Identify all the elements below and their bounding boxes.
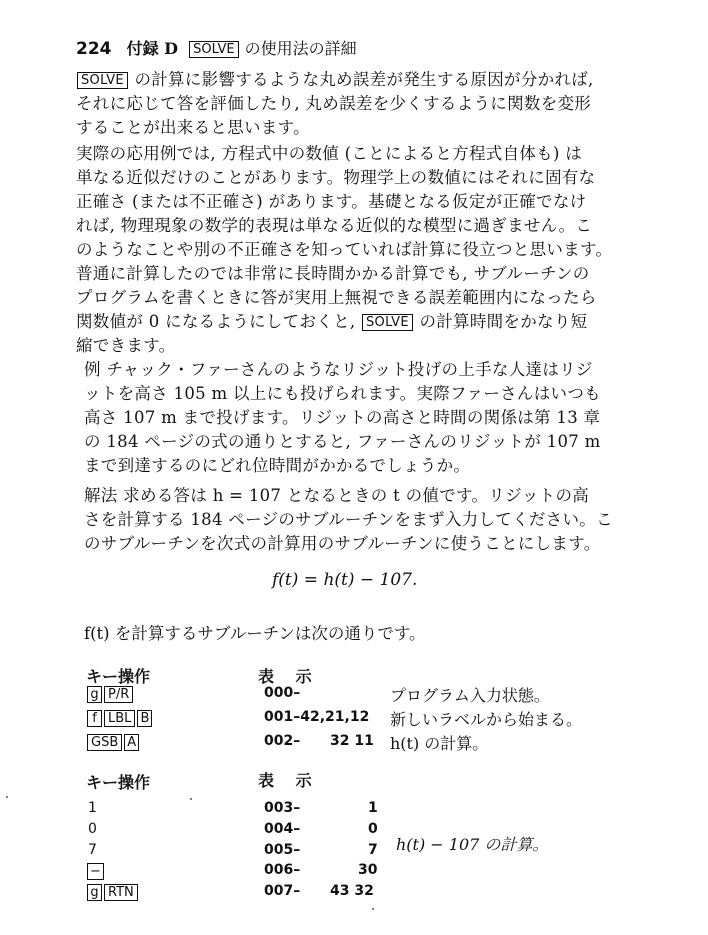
solve-key-icon: SOLVE: [77, 72, 128, 89]
key-label: 7: [88, 842, 97, 858]
solution-paragraph: 解法 求める答は h = 107 となるときの t の値です。リジットの高 さを計算する 184 ページのサブルーチンをまず入力してください。こ のサブルーチンを次式の計算用のサブルーチンに使うことにします。: [84, 486, 613, 553]
equation: f(t) = h(t) − 107.: [272, 570, 418, 590]
row-comment: h(t) − 107 の計算。: [396, 835, 549, 854]
table-row: [86, 882, 139, 901]
g-key-icon: g: [87, 884, 102, 901]
g-key-icon: g: [87, 686, 102, 703]
col-header-display: 表 示: [258, 667, 312, 686]
key-code: 43 32: [330, 883, 374, 899]
page-number: 224: [76, 39, 112, 59]
pr-key-icon: P/R: [104, 686, 133, 703]
key-code: 1: [368, 800, 378, 816]
page-header: [76, 36, 357, 59]
scan-speck: [372, 908, 374, 910]
key-code: 0: [368, 821, 378, 837]
intro-paragraph: SOLVE の計算に影響するような丸め誤差が発生する原因が分かれば, それに応じて答を評価したり, 丸め誤差を少くするように関数を変形 することが出来ると思います。: [76, 70, 594, 137]
table-row: [86, 732, 140, 751]
key-code: 30: [358, 862, 378, 878]
col-header-display: 表 示: [258, 771, 312, 790]
step-number: 007–: [264, 883, 301, 899]
step-number: 005–: [264, 842, 301, 858]
row-comment: 新しいラベルから始まる。: [390, 710, 583, 729]
gsb-key-icon: GSB: [87, 734, 122, 751]
step-number: 001–42,21,12: [264, 709, 370, 725]
table-row: [86, 684, 134, 703]
step-number: 004–: [264, 821, 301, 837]
minus-key-icon: −: [87, 863, 104, 880]
header-title: の使用法の詳細: [244, 39, 357, 58]
example-paragraph: 例 チャック・ファーさんのようなリジット投げの上手な人達はリジ ットを高さ 105 m 以上にも投げられます。実際ファーさんはいつも 高さ 107 m まで投げます。リジットの高さと時間の関係は第 13 章 の 184 ページの式の通りとすると, ファーさんのリジットが 107 m まで到達するのにどれ位時間がかかるでしょうか。: [84, 360, 601, 475]
appendix-label: 付録 D: [126, 39, 179, 58]
key-code: 7: [368, 842, 378, 858]
row-comment: プログラム入力状態。: [390, 686, 550, 705]
a-key-icon: A: [124, 734, 139, 751]
solve-key-icon: SOLVE: [362, 314, 413, 331]
step-number: 006–: [264, 862, 301, 878]
step-number: 003–: [264, 800, 301, 816]
f-key-icon: f: [87, 710, 102, 727]
solve-key-icon: SOLVE: [189, 41, 238, 58]
step-number: 000–: [264, 685, 301, 701]
col-header-key: キー操作: [86, 667, 151, 686]
key-label: 0: [88, 821, 97, 837]
table-row: [86, 861, 105, 880]
row-comment: h(t) の計算。: [390, 734, 489, 753]
ft-sentence: f(t) を計算するサブルーチンは次の通りです。: [84, 624, 426, 643]
key-label: 1: [88, 800, 97, 816]
table-row: [86, 708, 153, 727]
rtn-key-icon: RTN: [104, 884, 138, 901]
scan-speck: [190, 798, 192, 800]
b-key-icon: B: [137, 710, 152, 727]
col-header-key: キー操作: [86, 773, 151, 792]
scan-speck: [6, 796, 8, 798]
step-number: 002–: [264, 733, 301, 749]
practice-paragraph: 実際の応用例では, 方程式中の数値 (ことによると方程式自体も) は 単なる近似だけのことがあります。物理学上の数値にはそれに固有な 正確さ (または不正確さ) があります。基礎となる仮定が正確でなけ れば, 物理現象の数学的表現は単なる近似的な模型に過ぎません。こ のようなことや別の不正確さを知っていれば計算に役立つと思います。 普通に計算したのでは非常に長時間かかる計算でも, サブルーチンの プログラムを書くときに答が実用上無視できる誤差範囲内になったら 関数値が 0 になるようにしておくと, SOLVE の計算時間をかなり短 縮できます。: [76, 144, 613, 355]
lbl-key-icon: LBL: [104, 710, 135, 727]
key-code: 32 11: [330, 733, 374, 749]
